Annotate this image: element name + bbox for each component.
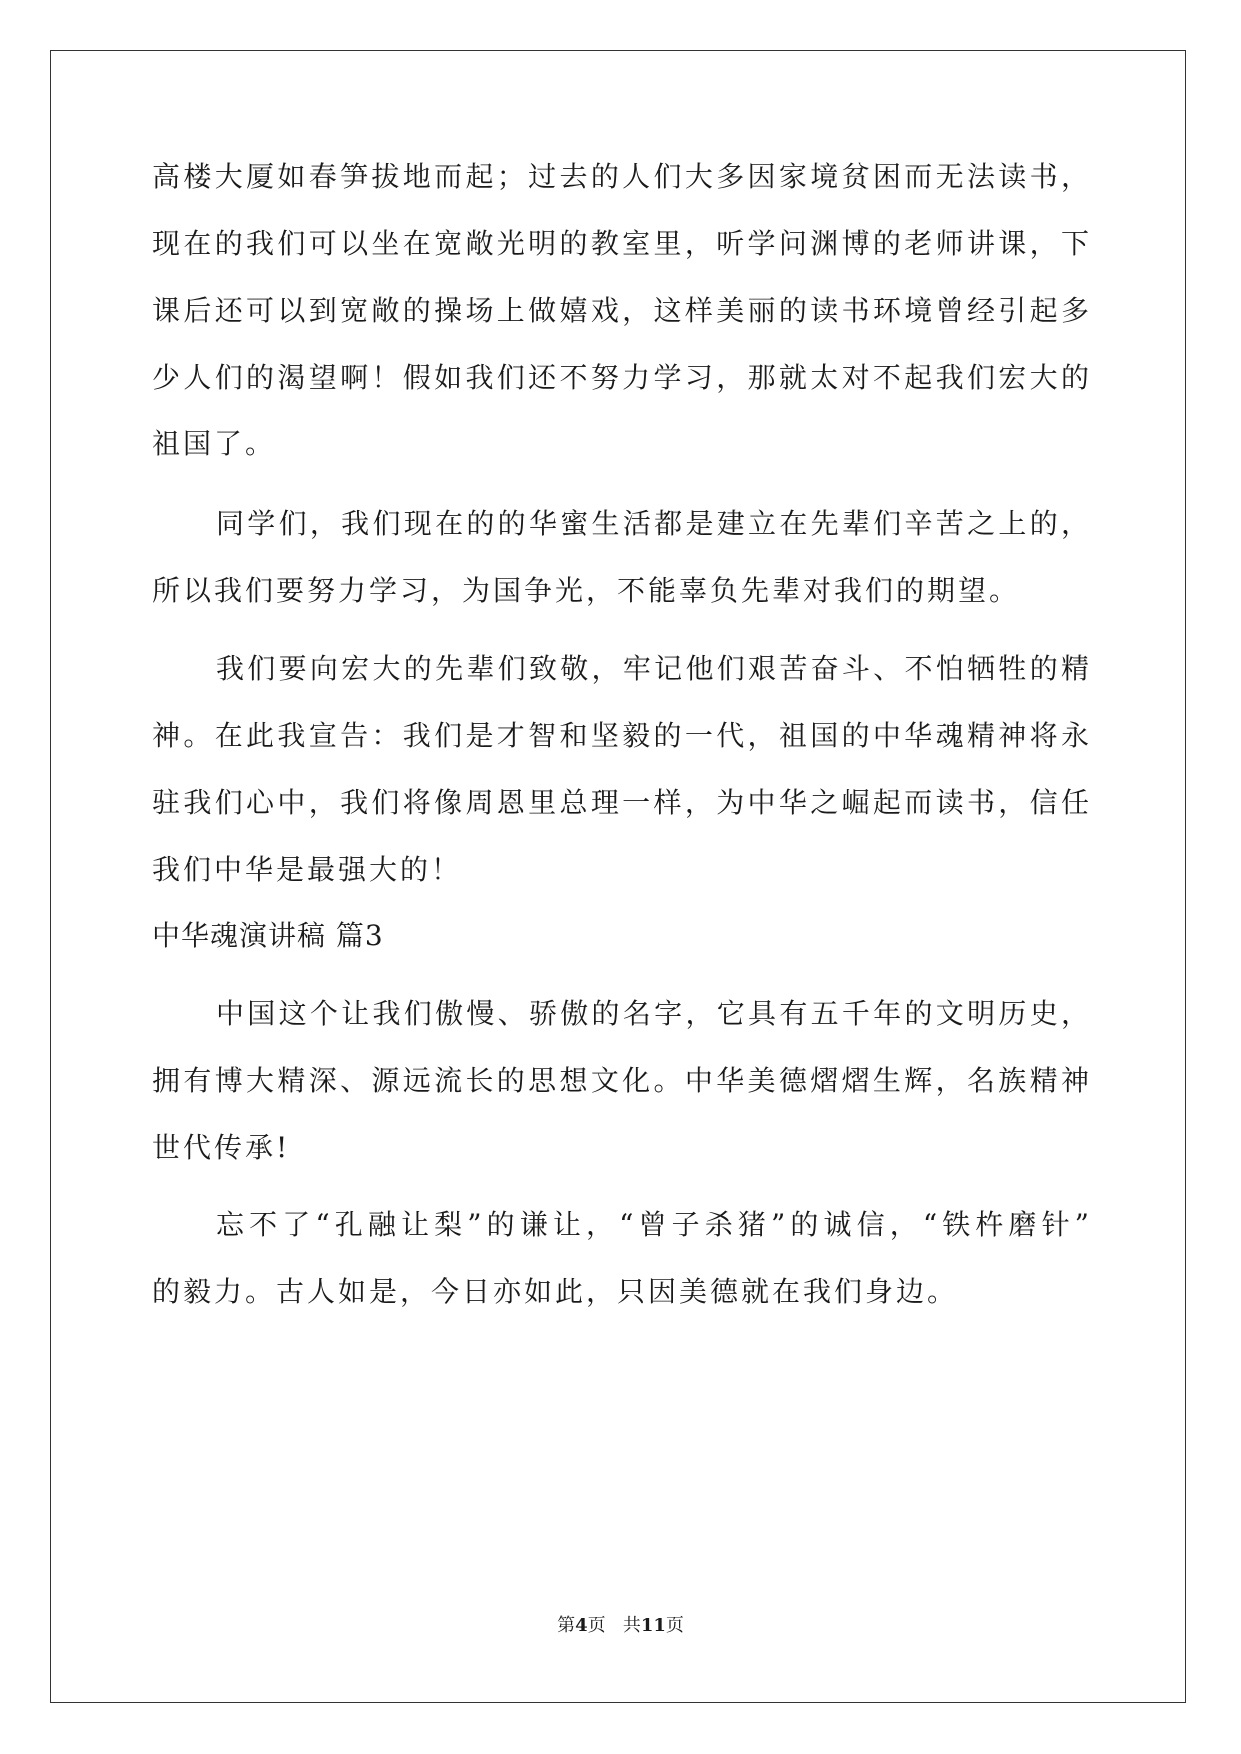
paragraph-3-line-1: 我们要向宏大的先辈们致敬，牢记他们艰苦奋斗、不怕牺牲的精 <box>216 652 1092 685</box>
page-footer <box>0 1614 1241 1638</box>
paragraph-1-line-2: 现在的我们可以坐在宽敞光明的教室里，听学问渊博的老师讲课，下 <box>152 227 1092 260</box>
paragraph-5-line-1: 忘不了“孔融让梨”的谦让，“曾子杀猪”的诚信，“铁杵磨针” <box>216 1208 1092 1241</box>
footer-prefix: 第 <box>557 1615 576 1636</box>
footer-total-prefix: 共 <box>622 1615 641 1636</box>
paragraph-3-line-4: 我们中华是最强大的！ <box>152 853 463 886</box>
paragraph-4-line-1: 中国这个让我们傲慢、骄傲的名字，它具有五千年的文明历史， <box>216 997 1092 1030</box>
footer-total-suffix: 页 <box>665 1615 684 1636</box>
paragraph-2-line-1: 同学们，我们现在的的华蜜生活都是建立在先辈们辛苦之上的， <box>216 507 1092 540</box>
paragraph-3-line-2: 神。在此我宣告：我们是才智和坚毅的一代，祖国的中华魂精神将永 <box>152 719 1092 752</box>
footer-page-number: 4 <box>575 1615 588 1636</box>
paragraph-1-line-1: 高楼大厦如春笋拔地而起；过去的人们大多因家境贫困而无法读书， <box>152 160 1092 193</box>
paragraph-2-line-2: 所以我们要努力学习，为国争光，不能辜负先辈对我们的期望。 <box>152 574 1021 607</box>
paragraph-4-line-2: 拥有博大精深、源远流长的思想文化。中华美德熠熠生辉，名族精神 <box>152 1064 1092 1097</box>
paragraph-1-line-5: 祖国了。 <box>152 427 277 460</box>
paragraph-3-line-3: 驻我们心中，我们将像周恩里总理一样，为中华之崛起而读书，信任 <box>152 786 1092 819</box>
paragraph-1-line-4: 少人们的渴望啊！假如我们还不努力学习，那就太对不起我们宏大的 <box>152 361 1092 394</box>
paragraph-5-line-2: 的毅力。古人如是，今日亦如此，只因美德就在我们身边。 <box>152 1275 959 1308</box>
footer-page-suffix: 页 <box>587 1615 606 1636</box>
paragraph-1-line-3: 课后还可以到宽敞的操场上做嬉戏，这样美丽的读书环境曾经引起多 <box>152 294 1092 327</box>
footer-total-pages: 11 <box>640 1615 666 1636</box>
section-heading: 中华魂演讲稿 篇3 <box>152 919 384 952</box>
paragraph-4-line-3: 世代传承! <box>152 1131 291 1164</box>
